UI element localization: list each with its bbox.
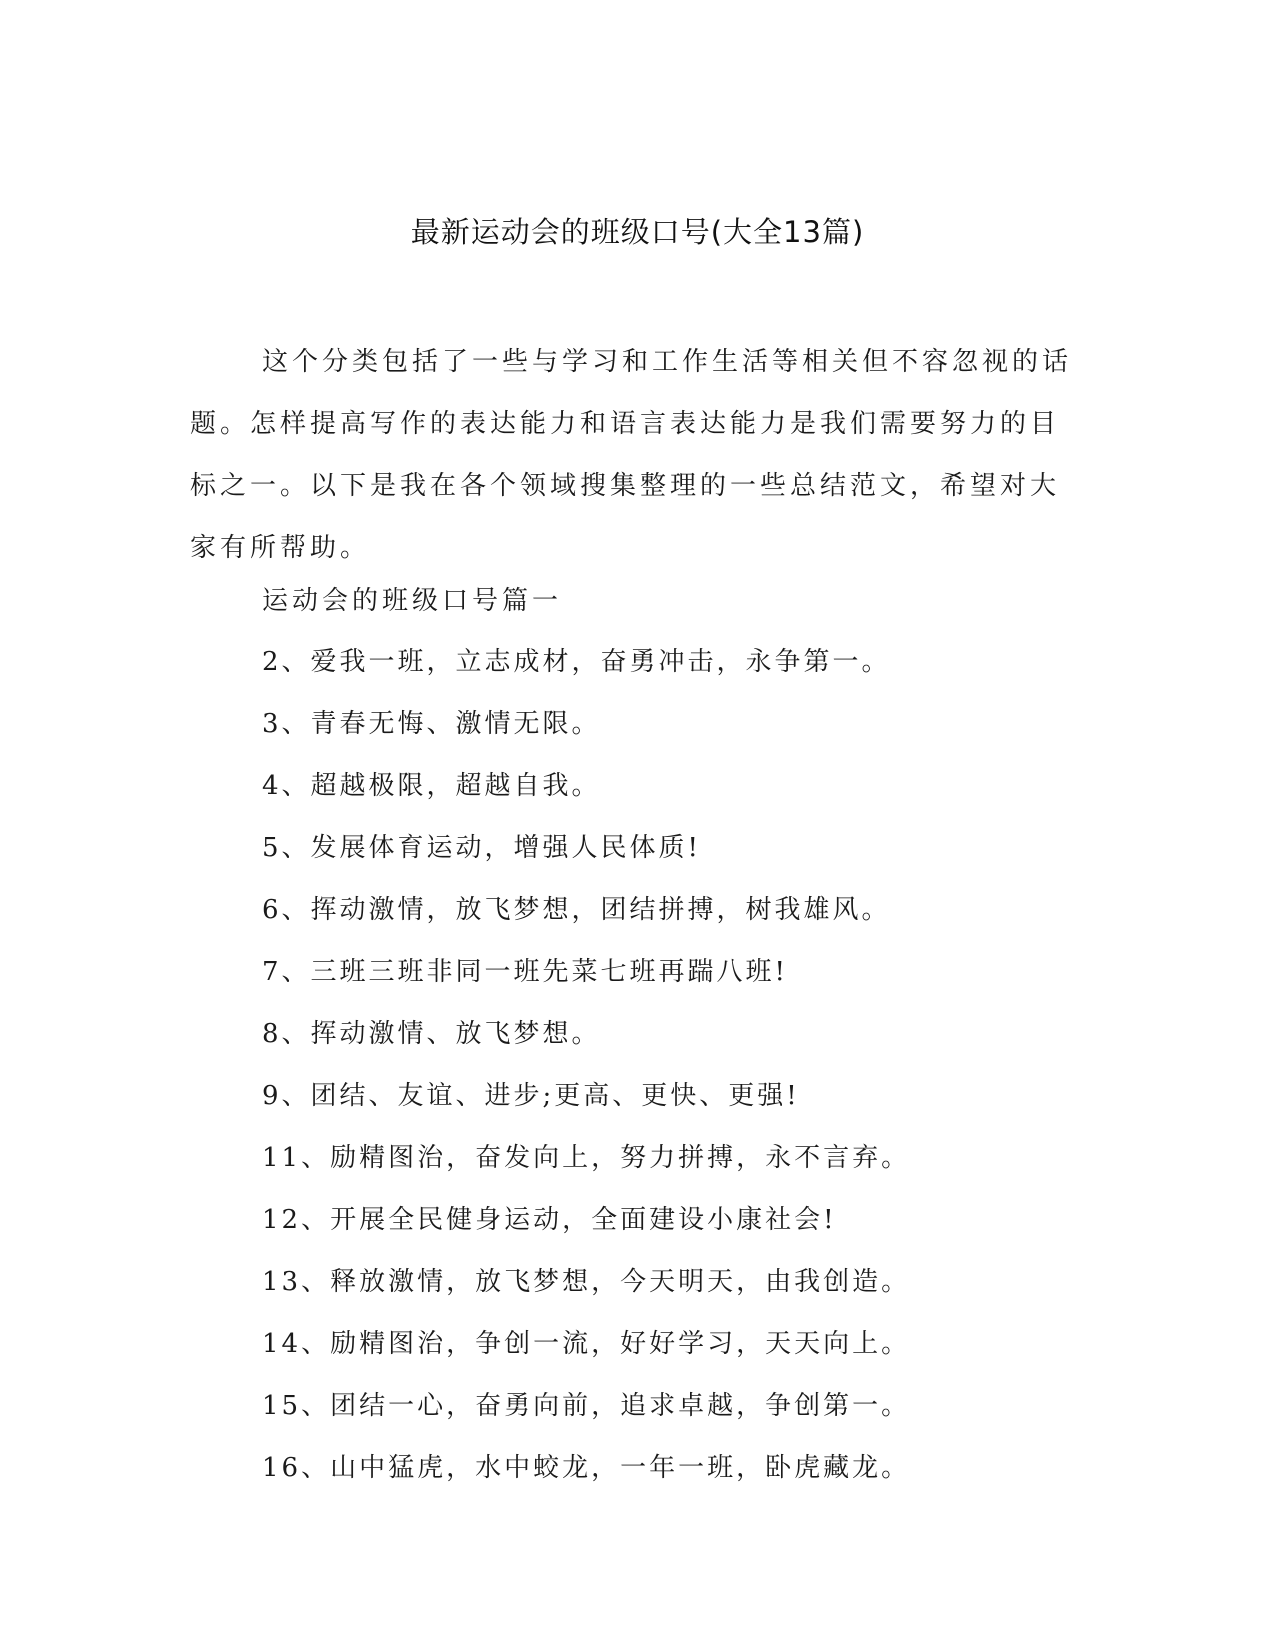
slogan-list <box>262 642 1082 1510</box>
slogan-item: 2、爱我一班，立志成材，奋勇冲击，永争第一。 <box>262 647 891 677</box>
intro-paragraph: 这个分类包括了一些与学习和工作生活等相关但不容忽视的话题。怎样提高写作的表达能力和语言表达能力是我们需要努力的目标之一。以下是我在各个领域搜集整理的一些总结范文，希望对大家有所帮助。 <box>190 347 1073 563</box>
slogan-item: 15、团结一心，奋勇向前，追求卓越，争创第一。 <box>262 1391 911 1421</box>
slogan-item: 6、挥动激情，放飞梦想，团结拼搏，树我雄风。 <box>262 895 891 925</box>
slogan-item: 8、挥动激情、放飞梦想。 <box>262 1019 601 1049</box>
slogan-item: 4、超越极限，超越自我。 <box>262 771 601 801</box>
slogan-item: 7、三班三班非同一班先菜七班再踹八班! <box>262 957 788 987</box>
slogan-item: 3、青春无悔、激情无限。 <box>262 709 601 739</box>
slogan-item: 16、山中猛虎，水中蛟龙，一年一班，卧虎藏龙。 <box>262 1453 911 1483</box>
slogan-item: 5、发展体育运动，增强人民体质! <box>262 833 701 863</box>
slogan-item: 9、团结、友谊、进步;更高、更快、更强! <box>262 1081 800 1111</box>
document-title: 最新运动会的班级口号(大全13篇) <box>410 215 865 249</box>
slogan-item: 12、开展全民健身运动，全面建设小康社会! <box>262 1205 837 1235</box>
slogan-item: 13、释放激情，放飞梦想，今天明天，由我创造。 <box>262 1267 911 1297</box>
slogan-item: 14、励精图治，争创一流，好好学习，天天向上。 <box>262 1329 911 1359</box>
section-heading: 运动会的班级口号篇一 <box>262 586 563 616</box>
slogan-item: 11、励精图治，奋发向上，努力拼搏，永不言弃。 <box>262 1143 911 1173</box>
